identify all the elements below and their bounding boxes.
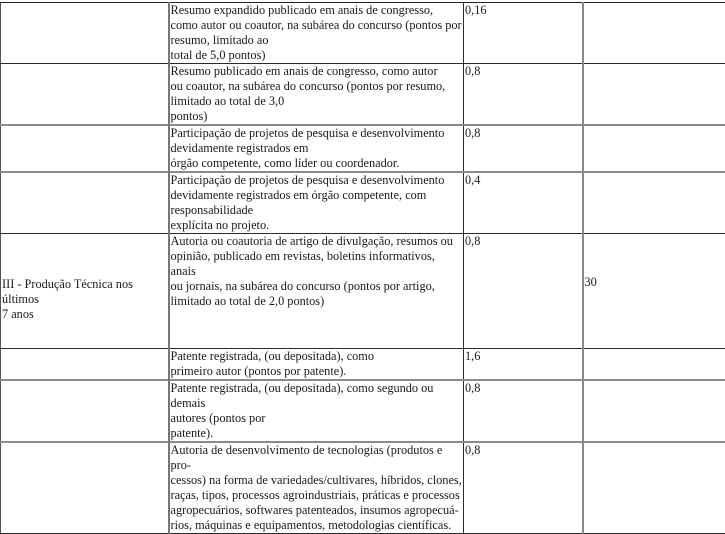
description-line: Autoria ou coautoria de artigo de divulgação, resumos ou [171, 234, 464, 249]
description-line: órgão competente, como líder ou coordenador. [171, 156, 464, 171]
max-score-cell [583, 349, 725, 381]
description-line: Patente registrada, (ou depositada), como segundo ou demais [171, 381, 464, 411]
max-score-cell [583, 125, 725, 172]
table-row [1, 172, 725, 234]
description-line: resumo, limitado ao [171, 33, 464, 48]
points-cell: 0,8 [464, 380, 583, 442]
description-line: explícita no projeto. [171, 218, 464, 233]
description-line: total de 5,0 pontos) [171, 48, 464, 63]
table-row [1, 234, 725, 349]
points-cell: 0,8 [464, 442, 583, 534]
max-score-cell [583, 3, 725, 64]
points-cell: 0,16 [464, 3, 583, 64]
description-line: Resumo publicado em anais de congresso, como autor [171, 64, 464, 79]
description-line: pontos) [171, 109, 464, 124]
description-line: autores (pontos por [171, 411, 464, 426]
description-line: devidamente registrados em órgão competente, com [171, 188, 464, 203]
description-cell [169, 349, 464, 381]
category-cell [1, 380, 169, 442]
description-line: Patente registrada, (ou depositada), como [171, 349, 464, 364]
category-cell [1, 125, 169, 172]
document-page [0, 2, 725, 534]
max-score-cell [583, 442, 725, 534]
description-cell [169, 172, 464, 234]
table-row [1, 349, 725, 381]
category-cell [1, 172, 169, 234]
description-line: cessos) na forma de variedades/cultivares, híbridos, clones, [171, 473, 464, 488]
table-row [1, 64, 725, 126]
description-cell [169, 442, 464, 534]
description-cell [169, 234, 464, 349]
description-cell [169, 380, 464, 442]
category-cell [1, 442, 169, 534]
description-cell [169, 64, 464, 126]
category-cell [1, 64, 169, 126]
description-line: agropecuários, softwares patenteados, insumos agropecuá- [171, 503, 464, 518]
category-cell [1, 3, 169, 64]
description-line: Participação de projetos de pesquisa e desenvolvimento [171, 126, 464, 141]
category-cell [1, 349, 169, 381]
description-line: primeiro autor (pontos por patente). [171, 364, 464, 379]
description-line: limitado ao total de 3,0 [171, 94, 464, 109]
points-cell: 0,8 [464, 125, 583, 172]
description-line: opinião, publicado em revistas, boletins informativos, anais [171, 249, 464, 279]
table-row [1, 380, 725, 442]
points-cell: 0,4 [464, 172, 583, 234]
max-score-cell [583, 172, 725, 234]
description-line: como autor ou coautor, na subárea do concurso (pontos por [171, 18, 464, 33]
table-row [1, 442, 725, 534]
description-line: limitado ao total de 2,0 pontos) [171, 294, 464, 309]
description-cell [169, 125, 464, 172]
category-label-line: 7 anos [2, 307, 168, 322]
points-cell: 0,8 [464, 234, 583, 349]
description-line: ou jornais, na subárea do concurso (pontos por artigo, [171, 279, 464, 294]
description-line: patente). [171, 426, 464, 441]
description-line: Resumo expandido publicado em anais de congresso, [171, 3, 464, 18]
description-line: raças, tipos, processos agroindustriais, práticas e processos [171, 488, 464, 503]
scoring-table [0, 2, 725, 534]
description-line: responsabilidade [171, 203, 464, 218]
description-cell [169, 3, 464, 64]
description-line: rios, máquinas e equipamentos, metodologias científicas. [171, 518, 464, 533]
max-score-cell: 30 [583, 234, 725, 349]
max-score-cell [583, 64, 725, 126]
points-cell: 1,6 [464, 349, 583, 381]
description-line: devidamente registrados em [171, 141, 464, 156]
table-row [1, 3, 725, 64]
category-label-line: III - Produção Técnica nos últimos [2, 277, 168, 307]
description-line: Autoria de desenvolvimento de tecnologias (produtos e pro- [171, 443, 464, 473]
category-label-cell [1, 234, 169, 349]
max-score-cell [583, 380, 725, 442]
description-line: Participação de projetos de pesquisa e desenvolvimento [171, 173, 464, 188]
points-cell: 0,8 [464, 64, 583, 126]
description-line: ou coautor, na subárea do concurso (pontos por resumo, [171, 79, 464, 94]
table-row [1, 125, 725, 172]
